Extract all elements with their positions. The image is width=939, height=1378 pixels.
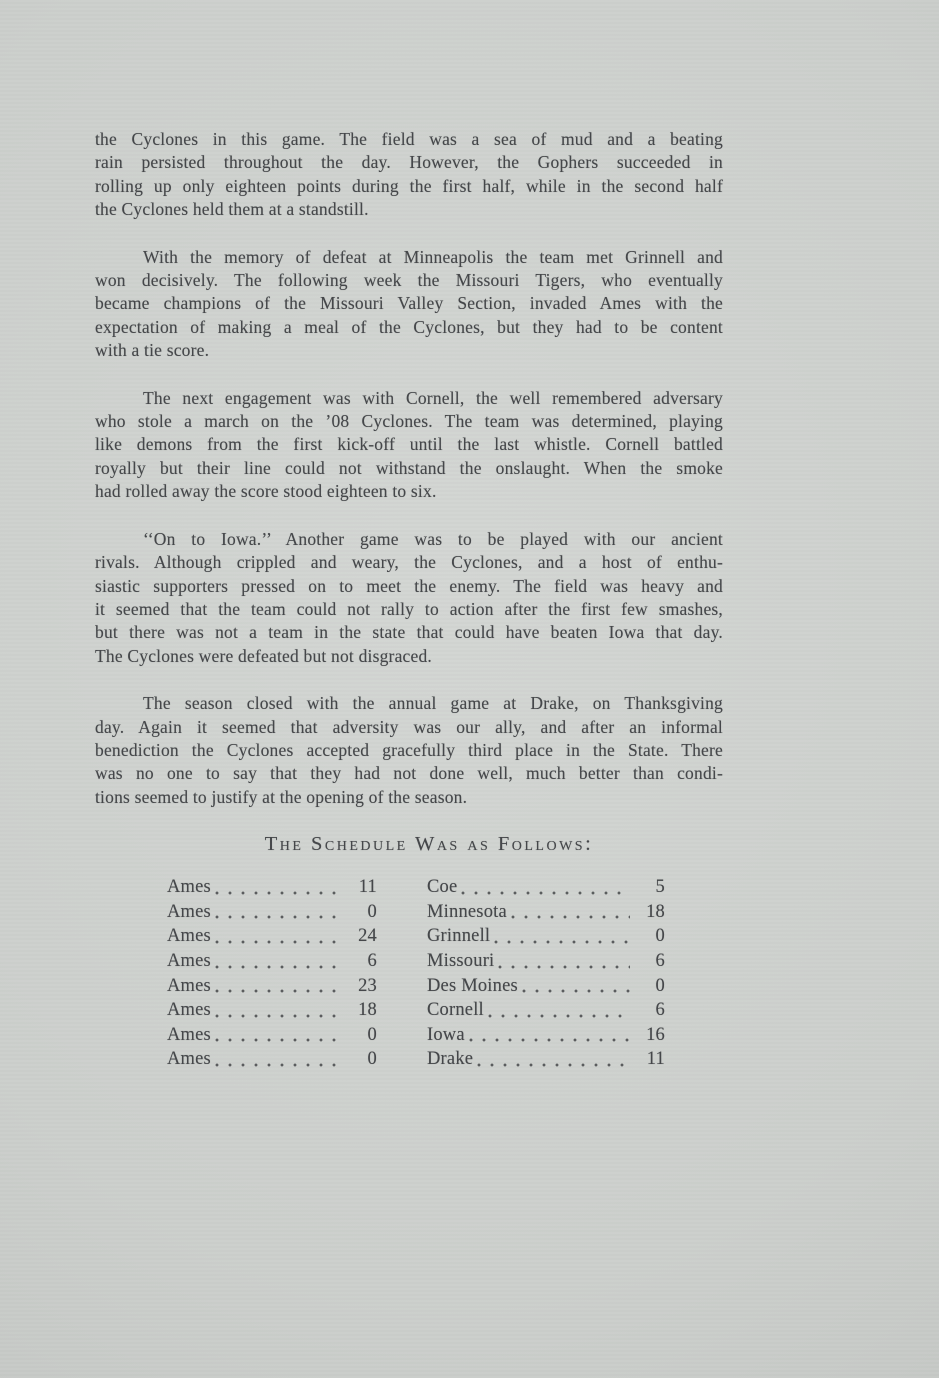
text-line: With the memory of defeat at Minneapolis the team met Grinnell and <box>143 246 723 267</box>
schedule-cell <box>167 1047 377 1072</box>
schedule-heading: The Schedule Was as Follows: <box>264 833 594 856</box>
team-score: 23 <box>358 975 377 996</box>
schedule-row <box>167 974 667 999</box>
dot-leader <box>498 958 630 974</box>
team-name: Ames <box>167 1000 211 1021</box>
schedule-cell <box>167 1023 377 1048</box>
dot-leader <box>215 884 342 900</box>
paragraph <box>95 692 723 809</box>
dot-leader <box>461 884 630 900</box>
schedule-cell <box>427 875 665 900</box>
team-score: 0 <box>367 901 377 922</box>
dot-leader <box>215 908 342 924</box>
paragraph <box>95 528 723 668</box>
team-name: Ames <box>167 1024 211 1045</box>
text-line: rolling up only eighteen points during the first half, while in the second half <box>95 175 723 196</box>
text-line: it seemed that the team could not rally to action after the first few smashes, <box>95 598 723 619</box>
team-score: 6 <box>655 950 665 971</box>
text-line: day. Again it seemed that adversity was our ally, and after an informal <box>95 716 723 737</box>
text-line: benediction the Cyclones accepted gracefully third place in the State. There <box>95 739 723 760</box>
text-line: The Cyclones were defeated but not disgraced. <box>95 645 432 666</box>
text-line: with a tie score. <box>95 340 210 361</box>
schedule-cell <box>167 875 377 900</box>
text-line: siastic supporters pressed on to meet the enemy. The field was heavy and <box>95 575 723 596</box>
team-name: Coe <box>427 877 458 898</box>
text-line: ‘‘On to Iowa.’’ Another game was to be played with our ancient <box>143 528 723 549</box>
schedule-cell <box>167 974 377 999</box>
text-line: became champions of the Missouri Valley Section, invaded Ames with the <box>95 293 723 314</box>
schedule-cell <box>167 949 377 974</box>
schedule-cell <box>427 949 665 974</box>
dot-leader <box>494 933 630 949</box>
text-line: the Cyclones held them at a standstill. <box>95 199 369 220</box>
team-name: Ames <box>167 877 211 898</box>
team-score: 6 <box>655 1000 665 1021</box>
schedule-cell <box>167 900 377 925</box>
text-line: The next engagement was with Cornell, the well remembered adversary <box>143 387 723 408</box>
body-text <box>95 128 723 809</box>
team-name: Ames <box>167 926 211 947</box>
team-name: Missouri <box>427 950 495 971</box>
text-line: rivals. Although crippled and weary, the Cyclones, and a host of enthu- <box>95 552 723 573</box>
team-name: Ames <box>167 1049 211 1070</box>
team-name: Grinnell <box>427 926 491 947</box>
dot-leader <box>215 933 342 949</box>
schedule-row <box>167 1047 667 1072</box>
dot-leader <box>215 1056 342 1072</box>
dot-leader <box>522 982 630 998</box>
page-content <box>95 128 723 1072</box>
team-name: Ames <box>167 901 211 922</box>
text-line: had rolled away the score stood eighteen to six. <box>95 481 437 502</box>
dot-leader <box>215 1007 342 1023</box>
text-line: who stole a march on the ’08 Cyclones. The team was determined, playing <box>95 411 723 432</box>
schedule-cell <box>167 998 377 1023</box>
text-line: won decisively. The following week the Missouri Tigers, who eventually <box>95 270 723 291</box>
paragraph <box>95 128 723 222</box>
team-name: Ames <box>167 975 211 996</box>
team-name: Des Moines <box>427 975 518 996</box>
dot-leader <box>215 958 342 974</box>
text-line: like demons from the first kick-off until the last whistle. Cornell battled <box>95 434 723 455</box>
schedule-row <box>167 998 667 1023</box>
team-name: Minnesota <box>427 901 507 922</box>
paragraph <box>95 387 723 504</box>
team-name: Iowa <box>427 1024 465 1045</box>
schedule-cell <box>427 974 665 999</box>
team-score: 11 <box>646 1049 665 1070</box>
dot-leader <box>488 1007 630 1023</box>
dot-leader <box>469 1031 630 1047</box>
schedule-cell <box>427 1023 665 1048</box>
schedule-table <box>167 875 667 1072</box>
text-line: tions seemed to justify at the opening of the season. <box>95 786 468 807</box>
schedule-row <box>167 875 667 900</box>
dot-leader <box>511 908 630 924</box>
team-score: 24 <box>358 926 377 947</box>
schedule-cell <box>427 900 665 925</box>
text-line: the Cyclones in this game. The field was a sea of mud and a beating <box>95 129 723 149</box>
team-score: 18 <box>646 901 665 922</box>
dot-leader <box>477 1056 630 1072</box>
schedule-row <box>167 900 667 925</box>
text-line: was no one to say that they had not done well, much better than condi- <box>95 763 723 784</box>
text-line: but there was not a team in the state that could have beaten Iowa that day. <box>95 622 723 643</box>
schedule-row <box>167 1023 667 1048</box>
schedule-row <box>167 949 667 974</box>
schedule-cell <box>427 924 665 949</box>
team-name: Drake <box>427 1049 474 1070</box>
text-line: royally but their line could not withstand the onslaught. When the smoke <box>95 457 723 478</box>
team-name: Ames <box>167 950 211 971</box>
text-line: expectation of making a meal of the Cyclones, but they had to be content <box>95 316 723 337</box>
text-line: The season closed with the annual game at Drake, on Thanksgiving <box>143 693 723 714</box>
team-score: 0 <box>367 1024 377 1045</box>
team-name: Cornell <box>427 1000 484 1021</box>
dot-leader <box>215 1031 342 1047</box>
team-score: 0 <box>655 926 665 947</box>
schedule-row <box>167 924 667 949</box>
text-line: rain persisted throughout the day. However, the Gophers succeeded in <box>95 152 723 173</box>
team-score: 11 <box>358 877 377 898</box>
schedule-cell <box>427 998 665 1023</box>
team-score: 0 <box>655 975 665 996</box>
team-score: 5 <box>655 877 665 898</box>
team-score: 18 <box>358 1000 377 1021</box>
team-score: 16 <box>646 1024 665 1045</box>
schedule-cell <box>167 924 377 949</box>
team-score: 6 <box>367 950 377 971</box>
dot-leader <box>215 982 342 998</box>
schedule-cell <box>427 1047 665 1072</box>
team-score: 0 <box>367 1049 377 1070</box>
paragraph <box>95 246 723 363</box>
